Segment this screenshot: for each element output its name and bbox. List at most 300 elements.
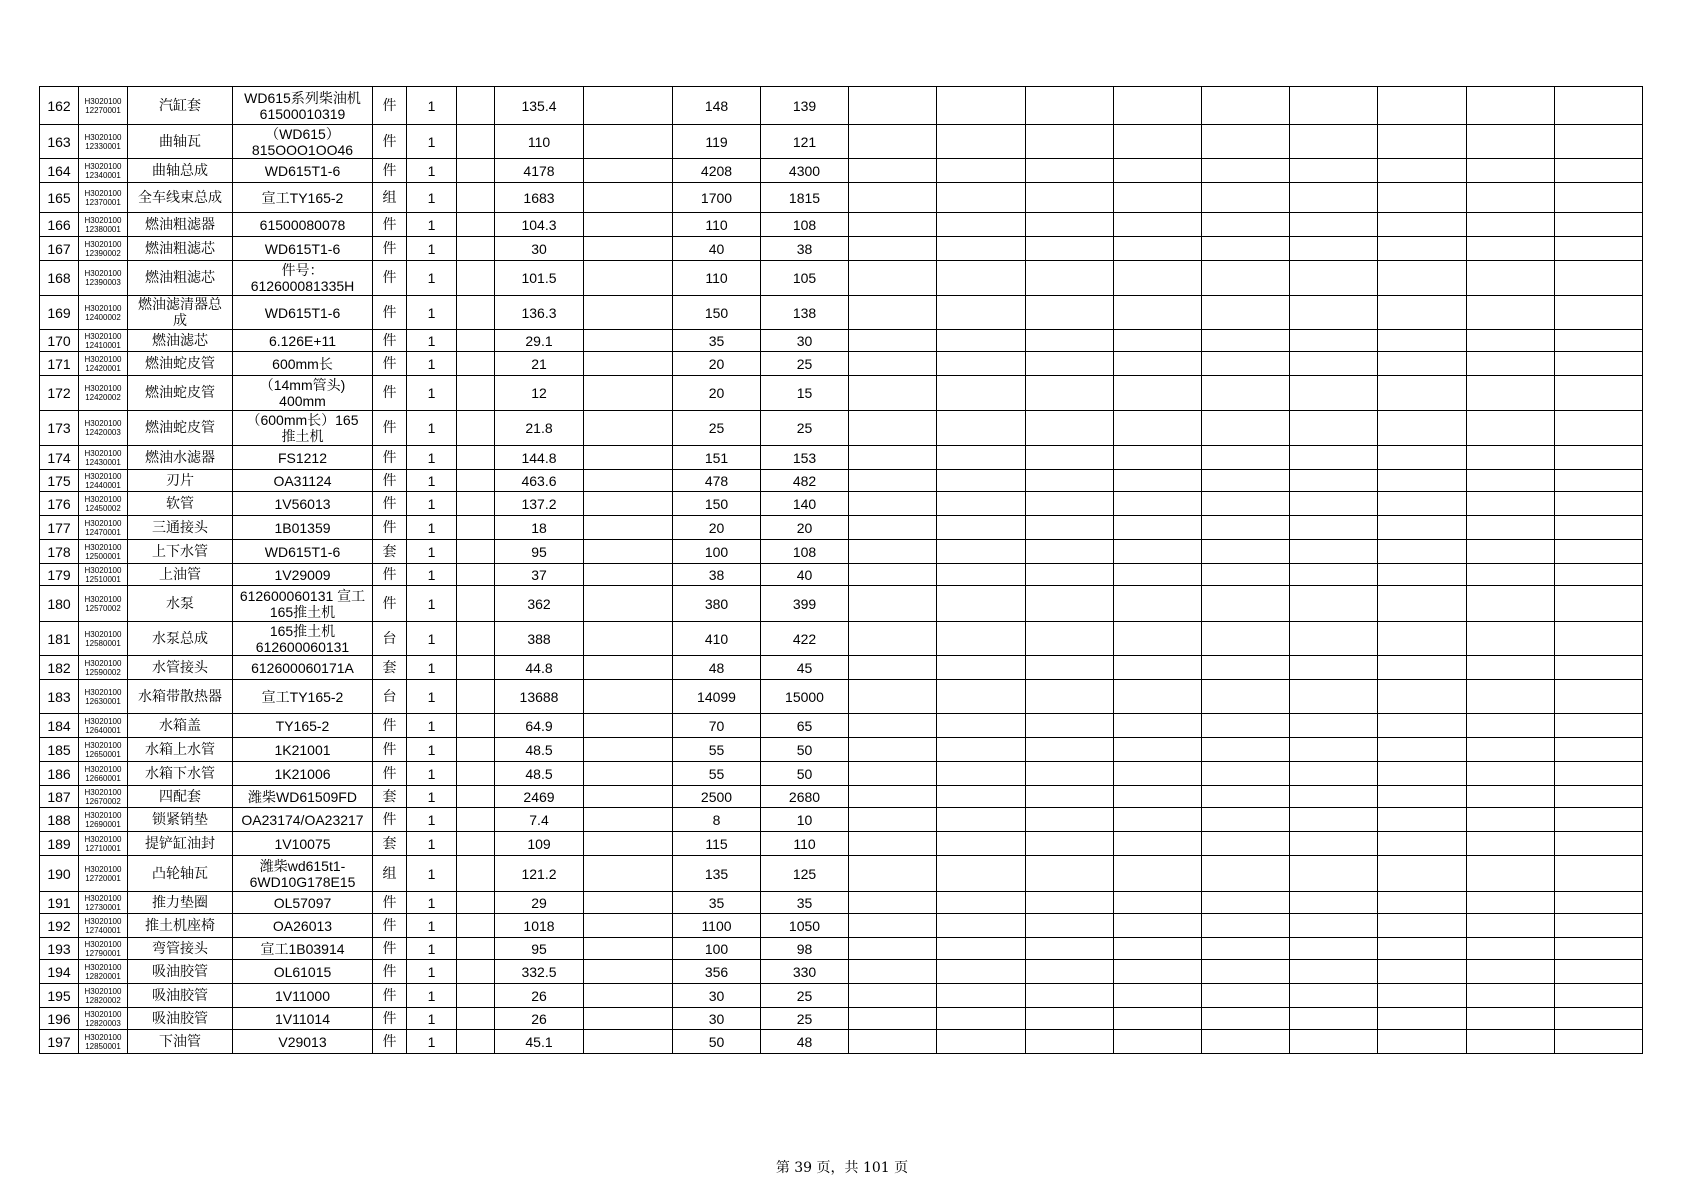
- empty-cell: [1555, 892, 1643, 914]
- unit-cell: 件: [373, 714, 407, 738]
- table-row: [40, 125, 1643, 159]
- empty-cell: [1202, 680, 1290, 714]
- blank-cell: [457, 237, 495, 261]
- empty-cell: [1026, 352, 1114, 376]
- row-number-cell: 186: [40, 762, 79, 786]
- empty-cell: [1467, 330, 1555, 352]
- spec-cell: 612600060171A: [233, 656, 373, 680]
- part-name-cell: 吸油胶管: [128, 984, 233, 1008]
- part-name-cell: 下油管: [128, 1030, 233, 1054]
- empty-cell: [1202, 446, 1290, 470]
- unit-cell: 件: [373, 446, 407, 470]
- empty-cell: [1114, 125, 1202, 159]
- empty-cell: [1202, 159, 1290, 183]
- empty-cell: [1555, 330, 1643, 352]
- empty-cell: [1467, 786, 1555, 808]
- table-row: [40, 261, 1643, 296]
- empty-cell: [1026, 1008, 1114, 1030]
- empty-cell: [1467, 159, 1555, 183]
- unit-cell: 件: [373, 411, 407, 446]
- spec-cell: （600mm长）165 推土机: [233, 411, 373, 446]
- quantity-cell: 1: [407, 914, 457, 938]
- part-name-cell: 推土机座椅: [128, 914, 233, 938]
- empty-cell: [1555, 938, 1643, 960]
- quote-2-cell: 140: [761, 492, 849, 516]
- blank-cell: [457, 856, 495, 892]
- spec-cell: 件号： 612600081335H: [233, 261, 373, 296]
- price-cell: 12: [495, 376, 584, 411]
- empty-cell: [1290, 330, 1378, 352]
- table-row: [40, 296, 1643, 330]
- empty-cell: [1026, 564, 1114, 586]
- empty-cell: [1467, 808, 1555, 832]
- empty-cell: [1026, 540, 1114, 564]
- price-cell: 7.4: [495, 808, 584, 832]
- material-code-cell: H3020100 12500001: [79, 540, 128, 564]
- quantity-cell: 1: [407, 832, 457, 856]
- empty-cell: [1114, 330, 1202, 352]
- part-name-cell: 锁紧销垫: [128, 808, 233, 832]
- part-name-cell: 水箱带散热器: [128, 680, 233, 714]
- material-code-cell: H3020100 12450002: [79, 492, 128, 516]
- table-row: [40, 586, 1643, 622]
- quote-2-cell: 138: [761, 296, 849, 330]
- table-row: [40, 938, 1643, 960]
- quote-1-cell: 135: [673, 856, 761, 892]
- blank-cell: [584, 680, 673, 714]
- quote-1-cell: 151: [673, 446, 761, 470]
- price-cell: 104.3: [495, 213, 584, 237]
- blank-cell: [457, 938, 495, 960]
- quote-2-cell: 48: [761, 1030, 849, 1054]
- spec-cell: OA23174/OA23217: [233, 808, 373, 832]
- empty-cell: [1290, 261, 1378, 296]
- quote-1-cell: 2500: [673, 786, 761, 808]
- empty-cell: [1378, 492, 1467, 516]
- empty-cell: [1026, 586, 1114, 622]
- empty-cell: [1114, 808, 1202, 832]
- quote-1-cell: 40: [673, 237, 761, 261]
- blank-cell: [584, 492, 673, 516]
- spec-cell: OA26013: [233, 914, 373, 938]
- empty-cell: [1026, 938, 1114, 960]
- empty-cell: [849, 125, 937, 159]
- empty-cell: [1026, 159, 1114, 183]
- unit-cell: 件: [373, 330, 407, 352]
- price-cell: 110: [495, 125, 584, 159]
- blank-cell: [457, 714, 495, 738]
- blank-cell: [584, 960, 673, 984]
- empty-cell: [1378, 680, 1467, 714]
- empty-cell: [1378, 376, 1467, 411]
- material-code-cell: H3020100 12570002: [79, 586, 128, 622]
- price-cell: 109: [495, 832, 584, 856]
- row-number-cell: 163: [40, 125, 79, 159]
- row-number-cell: 179: [40, 564, 79, 586]
- empty-cell: [1555, 446, 1643, 470]
- empty-cell: [1290, 352, 1378, 376]
- spec-cell: 1K21006: [233, 762, 373, 786]
- empty-cell: [1114, 656, 1202, 680]
- material-code-cell: H3020100 12590002: [79, 656, 128, 680]
- empty-cell: [849, 622, 937, 656]
- empty-cell: [1114, 237, 1202, 261]
- empty-cell: [1555, 125, 1643, 159]
- quote-2-cell: 2680: [761, 786, 849, 808]
- material-code-cell: H3020100 12410001: [79, 330, 128, 352]
- spec-cell: WD615T1-6: [233, 296, 373, 330]
- empty-cell: [1378, 586, 1467, 622]
- parts-price-table: [39, 86, 1643, 1054]
- part-name-cell: 汽缸套: [128, 87, 233, 125]
- blank-cell: [457, 376, 495, 411]
- blank-cell: [584, 938, 673, 960]
- quote-1-cell: 110: [673, 261, 761, 296]
- unit-cell: 件: [373, 296, 407, 330]
- row-number-cell: 180: [40, 586, 79, 622]
- quote-2-cell: 20: [761, 516, 849, 540]
- empty-cell: [1290, 296, 1378, 330]
- empty-cell: [1555, 960, 1643, 984]
- part-name-cell: 提铲缸油封: [128, 832, 233, 856]
- quote-1-cell: 38: [673, 564, 761, 586]
- spec-cell: （WD615） 815OOO1OO46: [233, 125, 373, 159]
- empty-cell: [1290, 159, 1378, 183]
- quantity-cell: 1: [407, 352, 457, 376]
- empty-cell: [1026, 376, 1114, 411]
- price-cell: 26: [495, 984, 584, 1008]
- price-cell: 64.9: [495, 714, 584, 738]
- material-code-cell: H3020100 12640001: [79, 714, 128, 738]
- empty-cell: [1202, 237, 1290, 261]
- empty-cell: [1555, 856, 1643, 892]
- empty-cell: [1290, 938, 1378, 960]
- blank-cell: [584, 352, 673, 376]
- empty-cell: [1555, 376, 1643, 411]
- price-cell: 332.5: [495, 960, 584, 984]
- quote-2-cell: 30: [761, 330, 849, 352]
- quote-2-cell: 422: [761, 622, 849, 656]
- unit-cell: 件: [373, 564, 407, 586]
- empty-cell: [1202, 892, 1290, 914]
- empty-cell: [1202, 762, 1290, 786]
- unit-cell: 件: [373, 159, 407, 183]
- empty-cell: [937, 492, 1026, 516]
- empty-cell: [1378, 237, 1467, 261]
- empty-cell: [1467, 411, 1555, 446]
- empty-cell: [1202, 564, 1290, 586]
- empty-cell: [1555, 738, 1643, 762]
- row-number-cell: 190: [40, 856, 79, 892]
- quote-2-cell: 98: [761, 938, 849, 960]
- table-row: [40, 856, 1643, 892]
- empty-cell: [1026, 892, 1114, 914]
- empty-cell: [1290, 714, 1378, 738]
- spec-cell: WD615T1-6: [233, 237, 373, 261]
- table-row: [40, 159, 1643, 183]
- spec-cell: 165推土机 612600060131: [233, 622, 373, 656]
- blank-cell: [457, 261, 495, 296]
- quantity-cell: 1: [407, 1030, 457, 1054]
- empty-cell: [1202, 938, 1290, 960]
- empty-cell: [1114, 296, 1202, 330]
- price-cell: 2469: [495, 786, 584, 808]
- empty-cell: [1467, 87, 1555, 125]
- empty-cell: [937, 564, 1026, 586]
- quantity-cell: 1: [407, 622, 457, 656]
- empty-cell: [1467, 261, 1555, 296]
- blank-cell: [457, 87, 495, 125]
- table-row: [40, 960, 1643, 984]
- empty-cell: [1290, 786, 1378, 808]
- blank-cell: [584, 832, 673, 856]
- material-code-cell: H3020100 12690001: [79, 808, 128, 832]
- empty-cell: [1202, 213, 1290, 237]
- empty-cell: [1114, 938, 1202, 960]
- table-row: [40, 516, 1643, 540]
- empty-cell: [1378, 738, 1467, 762]
- quote-1-cell: 20: [673, 352, 761, 376]
- spec-cell: 1V29009: [233, 564, 373, 586]
- part-name-cell: 四配套: [128, 786, 233, 808]
- quote-1-cell: 30: [673, 1008, 761, 1030]
- empty-cell: [1202, 376, 1290, 411]
- material-code-cell: H3020100 12400002: [79, 296, 128, 330]
- quote-1-cell: 356: [673, 960, 761, 984]
- empty-cell: [1114, 714, 1202, 738]
- spec-cell: OL61015: [233, 960, 373, 984]
- row-number-cell: 191: [40, 892, 79, 914]
- row-number-cell: 197: [40, 1030, 79, 1054]
- spec-cell: 61500080078: [233, 213, 373, 237]
- quantity-cell: 1: [407, 714, 457, 738]
- row-number-cell: 189: [40, 832, 79, 856]
- quote-2-cell: 108: [761, 213, 849, 237]
- empty-cell: [1555, 1008, 1643, 1030]
- empty-cell: [1290, 856, 1378, 892]
- empty-cell: [1026, 808, 1114, 832]
- empty-cell: [1026, 446, 1114, 470]
- unit-cell: 件: [373, 87, 407, 125]
- empty-cell: [1555, 1030, 1643, 1054]
- unit-cell: 台: [373, 622, 407, 656]
- empty-cell: [1378, 786, 1467, 808]
- empty-cell: [1202, 714, 1290, 738]
- unit-cell: 套: [373, 786, 407, 808]
- empty-cell: [1467, 376, 1555, 411]
- quantity-cell: 1: [407, 213, 457, 237]
- empty-cell: [849, 213, 937, 237]
- empty-cell: [849, 516, 937, 540]
- blank-cell: [457, 832, 495, 856]
- empty-cell: [1378, 213, 1467, 237]
- material-code-cell: H3020100 12820002: [79, 984, 128, 1008]
- price-cell: 144.8: [495, 446, 584, 470]
- quote-2-cell: 108: [761, 540, 849, 564]
- empty-cell: [1290, 914, 1378, 938]
- empty-cell: [1555, 492, 1643, 516]
- table-row: [40, 564, 1643, 586]
- part-name-cell: 软管: [128, 492, 233, 516]
- price-cell: 45.1: [495, 1030, 584, 1054]
- empty-cell: [937, 261, 1026, 296]
- empty-cell: [1026, 984, 1114, 1008]
- table-row: [40, 376, 1643, 411]
- empty-cell: [937, 376, 1026, 411]
- part-name-cell: 燃油滤芯: [128, 330, 233, 352]
- empty-cell: [1202, 516, 1290, 540]
- empty-cell: [1467, 1030, 1555, 1054]
- empty-cell: [1290, 213, 1378, 237]
- empty-cell: [1378, 540, 1467, 564]
- blank-cell: [457, 622, 495, 656]
- empty-cell: [1378, 762, 1467, 786]
- row-number-cell: 178: [40, 540, 79, 564]
- quote-1-cell: 25: [673, 411, 761, 446]
- spec-cell: 1V10075: [233, 832, 373, 856]
- empty-cell: [849, 762, 937, 786]
- empty-cell: [1202, 125, 1290, 159]
- table-row: [40, 237, 1643, 261]
- empty-cell: [1467, 352, 1555, 376]
- material-code-cell: H3020100 12850001: [79, 1030, 128, 1054]
- price-cell: 463.6: [495, 470, 584, 492]
- unit-cell: 件: [373, 261, 407, 296]
- part-name-cell: 吸油胶管: [128, 960, 233, 984]
- empty-cell: [1290, 87, 1378, 125]
- table-row: [40, 352, 1643, 376]
- blank-cell: [584, 540, 673, 564]
- empty-cell: [1555, 586, 1643, 622]
- empty-cell: [937, 330, 1026, 352]
- empty-cell: [1202, 856, 1290, 892]
- empty-cell: [1467, 914, 1555, 938]
- part-name-cell: 上下水管: [128, 540, 233, 564]
- empty-cell: [937, 125, 1026, 159]
- empty-cell: [1114, 738, 1202, 762]
- blank-cell: [457, 1008, 495, 1030]
- quote-2-cell: 25: [761, 352, 849, 376]
- empty-cell: [1467, 738, 1555, 762]
- empty-cell: [1555, 87, 1643, 125]
- empty-cell: [849, 492, 937, 516]
- empty-cell: [1378, 411, 1467, 446]
- empty-cell: [937, 762, 1026, 786]
- empty-cell: [1114, 352, 1202, 376]
- empty-cell: [1290, 738, 1378, 762]
- empty-cell: [1026, 516, 1114, 540]
- empty-cell: [1378, 87, 1467, 125]
- empty-cell: [1202, 984, 1290, 1008]
- spec-cell: 1V56013: [233, 492, 373, 516]
- quantity-cell: 1: [407, 330, 457, 352]
- empty-cell: [1555, 656, 1643, 680]
- blank-cell: [457, 470, 495, 492]
- empty-cell: [1467, 183, 1555, 213]
- spec-cell: 612600060131 宣工 165推土机: [233, 586, 373, 622]
- blank-cell: [457, 492, 495, 516]
- empty-cell: [1555, 516, 1643, 540]
- blank-cell: [584, 564, 673, 586]
- empty-cell: [1378, 296, 1467, 330]
- table-row: [40, 87, 1643, 125]
- table-row: [40, 714, 1643, 738]
- row-number-cell: 169: [40, 296, 79, 330]
- row-number-cell: 193: [40, 938, 79, 960]
- empty-cell: [937, 540, 1026, 564]
- empty-cell: [849, 470, 937, 492]
- price-cell: 136.3: [495, 296, 584, 330]
- empty-cell: [1555, 786, 1643, 808]
- empty-cell: [1467, 586, 1555, 622]
- empty-cell: [1290, 516, 1378, 540]
- empty-cell: [1202, 960, 1290, 984]
- row-number-cell: 176: [40, 492, 79, 516]
- empty-cell: [849, 1030, 937, 1054]
- empty-cell: [1026, 680, 1114, 714]
- empty-cell: [1378, 960, 1467, 984]
- unit-cell: 件: [373, 738, 407, 762]
- spec-cell: 潍柴wd615t1- 6WD10G178E15: [233, 856, 373, 892]
- quantity-cell: 1: [407, 856, 457, 892]
- quote-1-cell: 115: [673, 832, 761, 856]
- quote-2-cell: 38: [761, 237, 849, 261]
- material-code-cell: H3020100 12270001: [79, 87, 128, 125]
- empty-cell: [1555, 183, 1643, 213]
- empty-cell: [849, 680, 937, 714]
- blank-cell: [457, 656, 495, 680]
- blank-cell: [584, 159, 673, 183]
- material-code-cell: H3020100 12380001: [79, 213, 128, 237]
- material-code-cell: H3020100 12470001: [79, 516, 128, 540]
- material-code-cell: H3020100 12370001: [79, 183, 128, 213]
- empty-cell: [1290, 446, 1378, 470]
- empty-cell: [1555, 984, 1643, 1008]
- quote-1-cell: 50: [673, 1030, 761, 1054]
- quote-2-cell: 139: [761, 87, 849, 125]
- empty-cell: [1378, 470, 1467, 492]
- quote-2-cell: 1815: [761, 183, 849, 213]
- quote-1-cell: 100: [673, 540, 761, 564]
- quote-1-cell: 8: [673, 808, 761, 832]
- empty-cell: [849, 261, 937, 296]
- empty-cell: [1290, 1030, 1378, 1054]
- table-row: [40, 1030, 1643, 1054]
- empty-cell: [1026, 183, 1114, 213]
- empty-cell: [1026, 786, 1114, 808]
- empty-cell: [937, 832, 1026, 856]
- table-row: [40, 914, 1643, 938]
- unit-cell: 件: [373, 914, 407, 938]
- blank-cell: [457, 892, 495, 914]
- material-code-cell: H3020100 12420002: [79, 376, 128, 411]
- quantity-cell: 1: [407, 680, 457, 714]
- price-cell: 388: [495, 622, 584, 656]
- spec-cell: WD615T1-6: [233, 540, 373, 564]
- quote-2-cell: 45: [761, 656, 849, 680]
- spec-cell: 6.126E+11: [233, 330, 373, 352]
- blank-cell: [457, 352, 495, 376]
- quantity-cell: 1: [407, 738, 457, 762]
- material-code-cell: H3020100 12420003: [79, 411, 128, 446]
- empty-cell: [1467, 470, 1555, 492]
- blank-cell: [457, 516, 495, 540]
- blank-cell: [584, 87, 673, 125]
- price-cell: 101.5: [495, 261, 584, 296]
- quote-1-cell: 4208: [673, 159, 761, 183]
- blank-cell: [584, 586, 673, 622]
- table-row: [40, 622, 1643, 656]
